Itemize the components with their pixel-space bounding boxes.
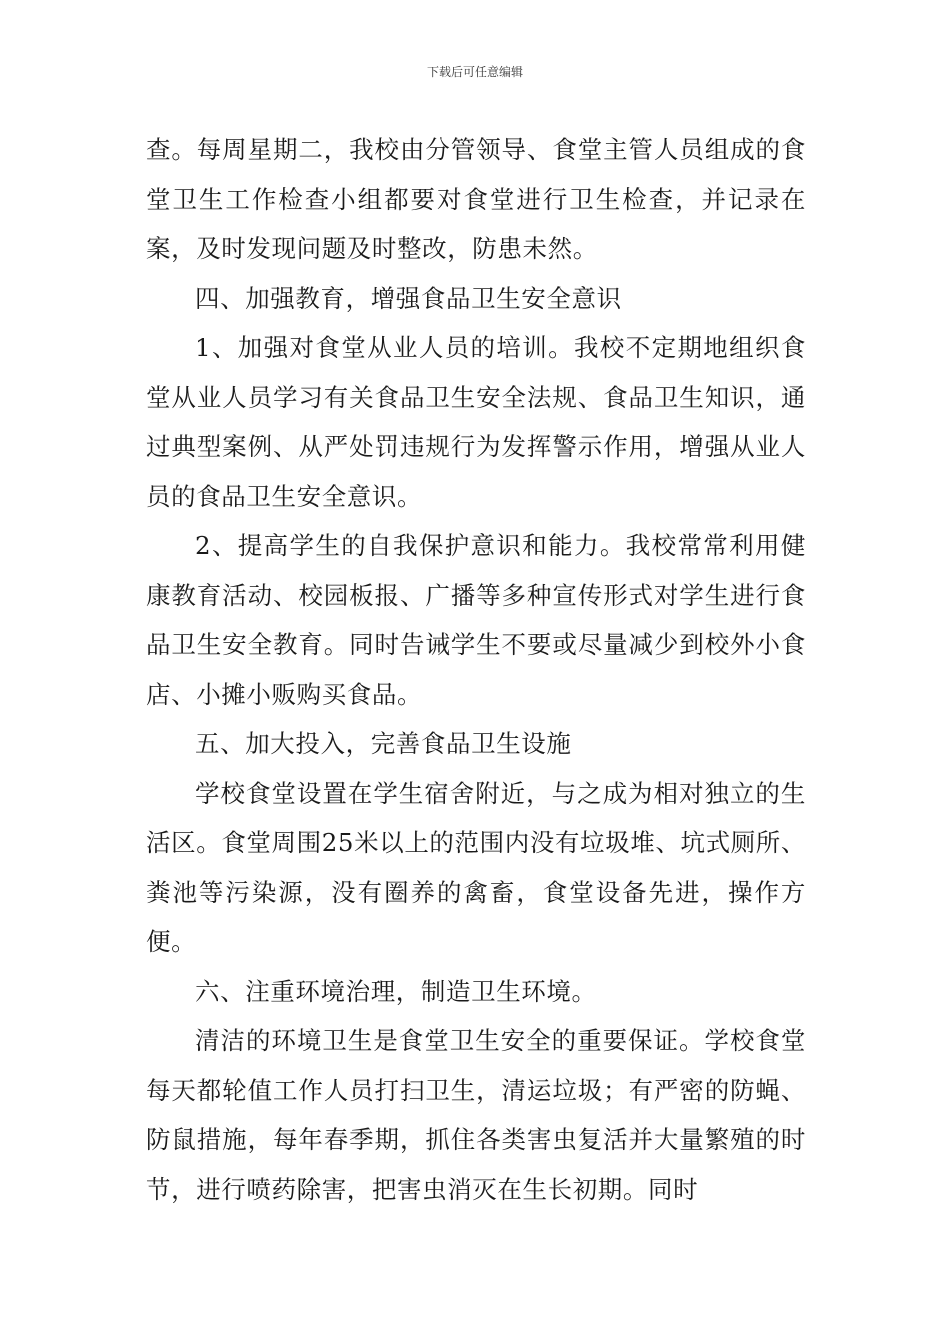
page-header: 下载后可任意编辑	[426, 65, 523, 79]
paragraph-canteen-location: 学校食堂设置在学生宿舍附近，与之成为相对独立的生活区。食堂周围25米以上的范围内没有垃圾堆、坑式厕所、粪池等污染源，没有圈养的禽畜，食堂设备先进，操作方便。	[146, 778, 806, 956]
document-body	[146, 125, 806, 1214]
paragraph-staff-training: 1、加强对食堂从业人员的培训。我校不定期地组织食堂从业人员学习有关食品卫生安全法规、食品卫生知识，通过典型案例、从严处罚违规行为发挥警示作用，增强从业人员的食品卫生安全意识。	[146, 333, 806, 511]
section-heading-education: 四、加强教育，增强食品卫生安全意识	[195, 283, 622, 313]
section-heading-environment: 六、注重环境治理，制造卫生环境。	[195, 976, 597, 1006]
paragraph-student-awareness: 2、提高学生的自我保护意识和能力。我校常常利用健康教育活动、校园板报、广播等多种宣传形式对学生进行食品卫生安全教育。同时告诫学生不要或尽量减少到校外小食店、小摊小贩购买食品。	[146, 531, 806, 709]
paragraph-cleaning: 清洁的环境卫生是食堂卫生安全的重要保证。学校食堂每天都轮值工作人员打扫卫生，清运垃圾；有严密的防蝇、防鼠措施，每年春季期，抓住各类害虫复活并大量繁殖的时节，进行喷药除害，把害虫消灭在生长初期。同时	[146, 1026, 806, 1204]
section-heading-facilities: 五、加大投入，完善食品卫生设施	[195, 729, 572, 758]
paragraph-1: 查。每周星期二，我校由分管领导、食堂主管人员组成的食堂卫生工作检查小组都要对食堂进行卫生检查，并记录在案，及时发现问题及时整改，防患未然。	[146, 135, 806, 263]
